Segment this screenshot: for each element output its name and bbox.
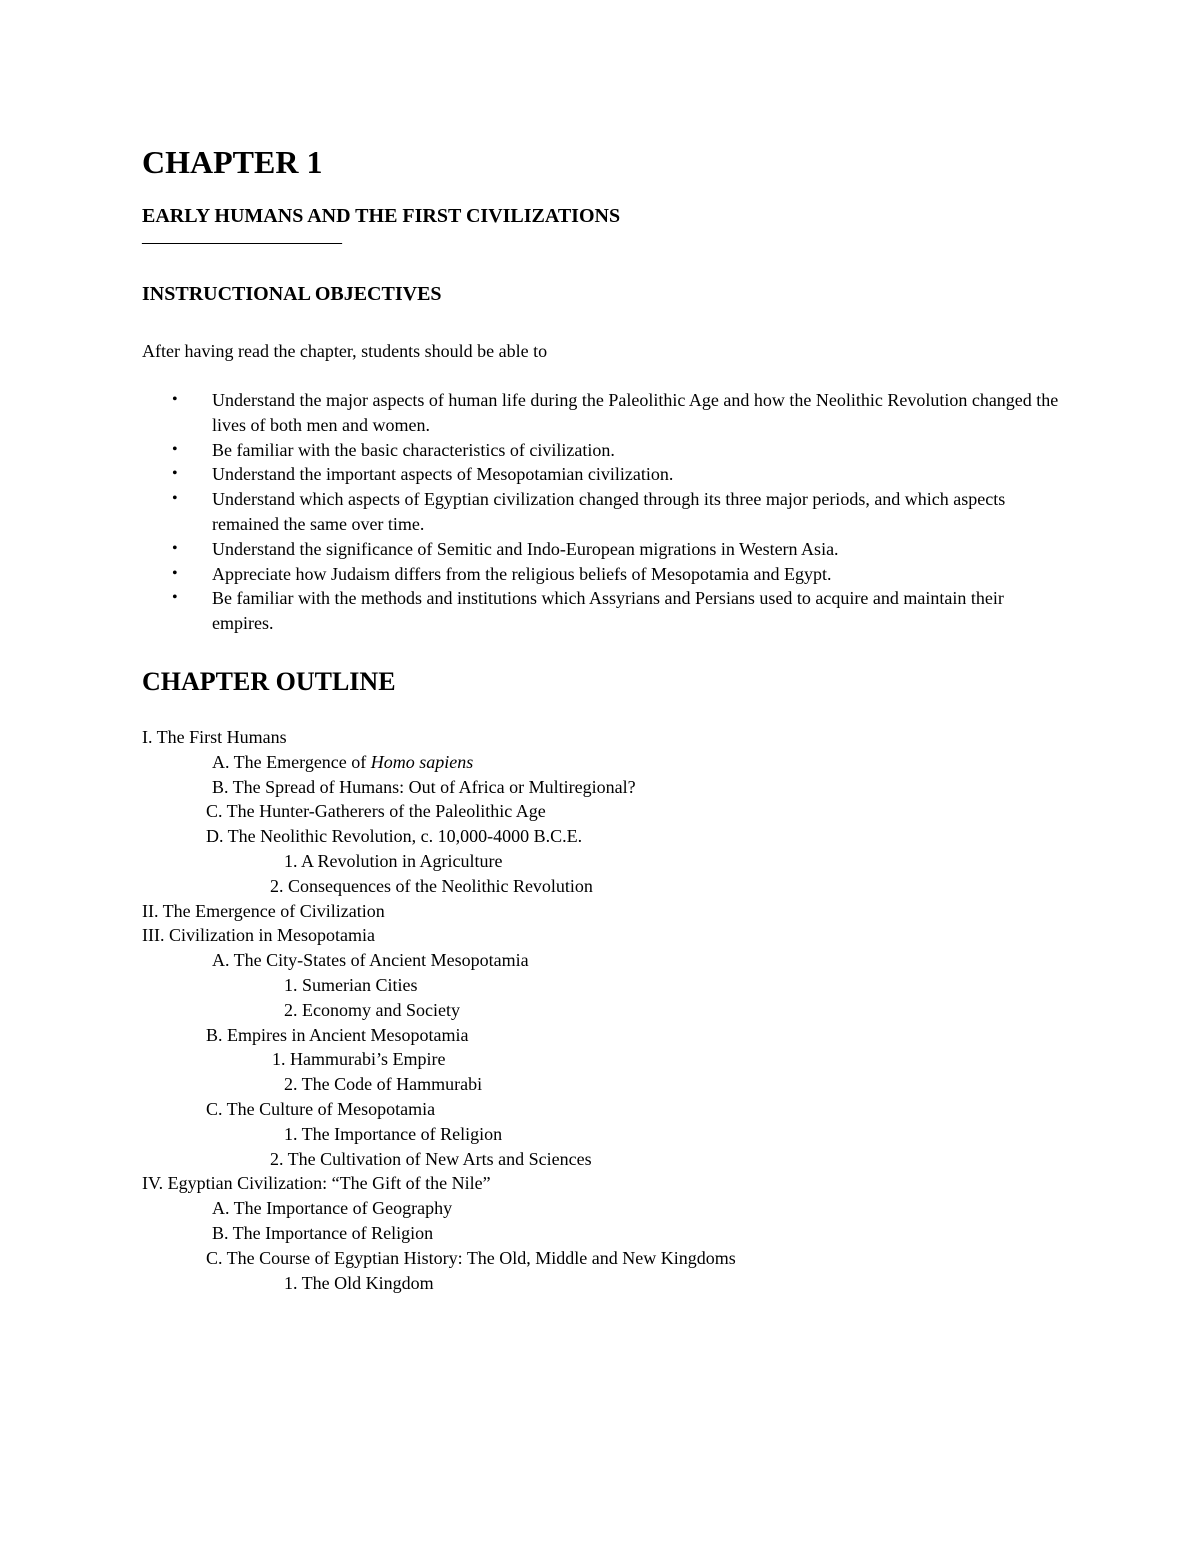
objective-item — [142, 388, 1062, 438]
outline-row — [0, 1221, 1200, 1246]
objective-text: Be familiar with the methods and institutions which Assyrians and Persians used to acquire and maintain their empires. — [212, 588, 1004, 634]
outline-item-text: C. The Course of Egyptian History: The Old, Middle and New Kingdoms — [206, 1247, 736, 1268]
outline-row — [0, 1023, 1200, 1048]
objective-item — [142, 438, 1062, 463]
outline-item-text: IV. Egyptian Civilization: “The Gift of the Nile” — [142, 1173, 491, 1194]
outline-item-text: 1. Sumerian Cities — [284, 974, 418, 995]
objective-item — [142, 537, 1062, 562]
objective-text: Understand the important aspects of Mesopotamian civilization. — [212, 464, 674, 485]
objective-text: Be familiar with the basic characteristics of civilization. — [212, 439, 615, 460]
bullet-icon: • — [172, 564, 178, 582]
outline-row — [0, 948, 1200, 973]
bullet-icon: • — [172, 465, 178, 483]
outline-row — [0, 750, 1200, 775]
bullet-icon: • — [172, 539, 178, 557]
objectives-intro: After having read the chapter, students should be able to — [142, 341, 548, 361]
outline-item-text: B. The Spread of Humans: Out of Africa or Multiregional? — [212, 776, 636, 797]
outline-row — [0, 1246, 1200, 1271]
outline-item-text: B. The Importance of Religion — [212, 1222, 434, 1243]
objective-item — [142, 487, 1062, 537]
outline-row — [0, 1171, 1200, 1196]
outline-row — [0, 874, 1200, 899]
outline-row — [0, 1047, 1200, 1072]
objectives-list — [142, 388, 1062, 636]
outline-item-text: C. The Culture of Mesopotamia — [206, 1098, 436, 1119]
outline-row — [0, 1271, 1200, 1296]
outline-row — [0, 1196, 1200, 1221]
outline-item-text: 1. The Old Kingdom — [284, 1272, 434, 1293]
outline-item-text: II. The Emergence of Civilization — [142, 900, 385, 921]
bullet-icon: • — [172, 391, 178, 408]
bullet-icon: • — [172, 490, 178, 508]
outline-item-text: 1. A Revolution in Agriculture — [284, 850, 503, 871]
outline-row — [0, 1097, 1200, 1122]
outline-item-text: 2. Consequences of the Neolithic Revolution — [270, 875, 593, 896]
outline-heading: CHAPTER OUTLINE — [142, 667, 396, 696]
outline-item-text: III. Civilization in Mesopotamia — [142, 925, 375, 946]
outline-item-italic: Homo sapiens — [370, 751, 474, 772]
outline-row — [0, 1147, 1200, 1172]
outline-row — [0, 1072, 1200, 1097]
outline-row — [0, 973, 1200, 998]
objective-text: Understand which aspects of Egyptian civilization changed through its three major periods, and which aspects remained the same over time. — [212, 489, 1006, 534]
outline-item-text: A. The Emergence of Homo sapiens — [212, 751, 474, 772]
outline-item-text: C. The Hunter-Gatherers of the Paleolithic Age — [206, 801, 546, 822]
chapter-subtitle: EARLY HUMANS AND THE FIRST CIVILIZATIONS — [142, 205, 621, 227]
outline-row — [0, 849, 1200, 874]
outline-row — [0, 775, 1200, 800]
objectives-heading: INSTRUCTIONAL OBJECTIVES — [142, 283, 442, 305]
outline-item-text: 2. Economy and Society — [284, 999, 460, 1020]
chapter-outline — [0, 725, 1200, 1295]
outline-item-text: D. The Neolithic Revolution, c. 10,000-4000 B.C.E. — [206, 826, 583, 847]
outline-item-text: 1. Hammurabi’s Empire — [272, 1049, 446, 1070]
outline-item-text: 2. The Code of Hammurabi — [284, 1074, 483, 1095]
outline-item-text: A. The City-States of Ancient Mesopotamia — [212, 950, 529, 971]
outline-item-text: I. The First Humans — [142, 727, 287, 747]
outline-row — [0, 899, 1200, 924]
outline-row — [0, 998, 1200, 1023]
chapter-title: CHAPTER 1 — [142, 144, 323, 180]
outline-item-text: A. The Importance of Geography — [212, 1198, 453, 1219]
objective-text: Understand the major aspects of human life during the Paleolithic Age and how the Neolithic Revolution changed the lives of both men and women. — [212, 390, 1059, 435]
objective-item — [142, 462, 1062, 487]
horizontal-rule-line: —————————— — [142, 231, 342, 253]
outline-row — [0, 799, 1200, 824]
outline-item-text: B. Empires in Ancient Mesopotamia — [206, 1024, 469, 1045]
outline-row — [0, 923, 1200, 948]
objective-text: Understand the significance of Semitic and Indo-European migrations in Western Asia. — [212, 538, 839, 559]
outline-item-text: 2. The Cultivation of New Arts and Sciences — [270, 1148, 592, 1169]
outline-row — [0, 725, 1200, 750]
outline-item-text: 1. The Importance of Religion — [284, 1123, 503, 1144]
bullet-icon: • — [172, 589, 178, 607]
objective-item — [142, 586, 1062, 636]
outline-row — [0, 824, 1200, 849]
objective-text: Appreciate how Judaism differs from the religious beliefs of Mesopotamia and Egypt. — [212, 563, 832, 584]
outline-row — [0, 1122, 1200, 1147]
bullet-icon: • — [172, 440, 178, 458]
objective-item — [142, 562, 1062, 587]
